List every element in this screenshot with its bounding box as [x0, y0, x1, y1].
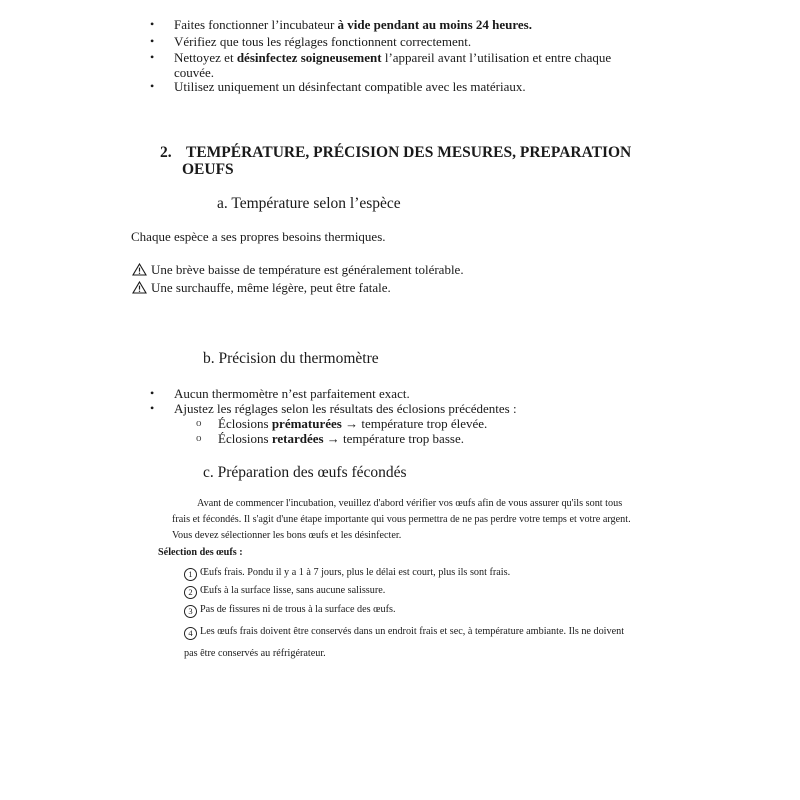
- paragraph-line: Vous devez sélectionner les bons œufs et les désinfecter.: [172, 530, 402, 541]
- warning-text: Une surchauffe, même légère, peut être fatale.: [151, 280, 391, 295]
- sub-list-item: [0, 416, 800, 431]
- paragraph-line: Avant de commencer l'incubation, veuillez d'abord vérifier vos œufs afin de vous assurer qu'ils sont tous: [197, 498, 623, 509]
- list-item-text: Aucun thermomètre n’est parfaitement exact.: [174, 386, 410, 401]
- sub-list-text: → température trop élevée.: [341, 416, 488, 431]
- selection-item: [184, 585, 385, 599]
- selection-title: Sélection des œufs :: [158, 547, 243, 558]
- subsection-b-title: b. Précision du thermomètre: [203, 350, 379, 367]
- list-item-continuation: couvée.: [174, 65, 215, 80]
- bullet-icon: •: [150, 17, 155, 31]
- selection-item-text: Pas de fissures ni de trous à la surface des œufs.: [200, 604, 396, 615]
- list-item-text: Utilisez uniquement un désinfectant compatible avec les matériaux.: [174, 79, 526, 94]
- list-item-text: Vérifiez que tous les réglages fonctionnent correctement.: [174, 34, 472, 49]
- warning-triangle-icon: [132, 263, 147, 276]
- list-item-text: Ajustez les réglages selon les résultats des éclosions précédentes :: [174, 401, 517, 416]
- circled-number-icon: 2: [184, 586, 197, 599]
- circle-bullet-icon: o: [196, 432, 202, 444]
- selection-item-text: Œufs à la surface lisse, sans aucune salissure.: [200, 585, 386, 596]
- bullet-icon: •: [150, 34, 155, 48]
- paragraph-line: frais et fécondés. Il s'agit d'une étape importante qui vous permettra de ne pas perdre votre temps et votre argent.: [172, 514, 631, 525]
- bullet-icon: •: [150, 50, 155, 64]
- list-item-bold-text: à vide pendant au moins 24 heures.: [337, 17, 532, 32]
- sub-list-text: Éclosions: [218, 431, 272, 446]
- section-title-line1: TEMPÉRATURE, PRÉCISION DES MESURES, PREPARATION: [186, 144, 632, 161]
- sub-list-text: Éclosions: [218, 416, 272, 431]
- selection-item: [184, 626, 624, 640]
- circled-number-icon: 4: [184, 627, 197, 640]
- subsection-a-intro: Chaque espèce a ses propres besoins thermiques.: [131, 229, 386, 244]
- warning-text: Une brève baisse de température est généralement tolérable.: [151, 262, 464, 277]
- list-item-text: l’appareil avant l’utilisation et entre chaque: [381, 50, 612, 65]
- warning-line: [132, 280, 391, 296]
- selection-item-text: Les œufs frais doivent être conservés dans un endroit frais et sec, à température ambiante. Ils ne doivent: [200, 626, 625, 637]
- selection-item: [184, 604, 396, 618]
- selection-item: [184, 567, 510, 581]
- warning-triangle-icon: [132, 281, 147, 294]
- section-title-line2: OEUFS: [182, 161, 234, 178]
- subsection-a-title: a. Température selon l’espèce: [217, 195, 401, 212]
- circled-number-icon: 3: [184, 605, 197, 618]
- sub-list-item: [0, 431, 800, 446]
- sub-list-bold-text: prématurées: [271, 416, 342, 431]
- warning-line: [132, 262, 464, 278]
- subsection-c-title: c. Préparation des œufs fécondés: [203, 464, 407, 481]
- list-item-text: Faites fonctionner l’incubateur: [174, 17, 338, 32]
- selection-item-continuation: pas être conservés au réfrigérateur.: [184, 648, 326, 659]
- bullet-icon: •: [150, 386, 155, 400]
- list-item-text: Nettoyez et: [174, 50, 237, 65]
- sub-list-text: → température trop basse.: [323, 431, 464, 446]
- section-number: 2.: [160, 144, 172, 161]
- bullet-icon: •: [150, 401, 155, 415]
- selection-item-text: Œufs frais. Pondu il y a 1 à 7 jours, plus le délai est court, plus ils sont frais.: [200, 567, 511, 578]
- circled-number-icon: 1: [184, 568, 197, 581]
- sub-list-bold-text: retardées: [271, 431, 324, 446]
- bullet-icon: •: [150, 79, 155, 93]
- list-item-bold-text: désinfectez soigneusement: [236, 50, 382, 65]
- circle-bullet-icon: o: [196, 417, 202, 429]
